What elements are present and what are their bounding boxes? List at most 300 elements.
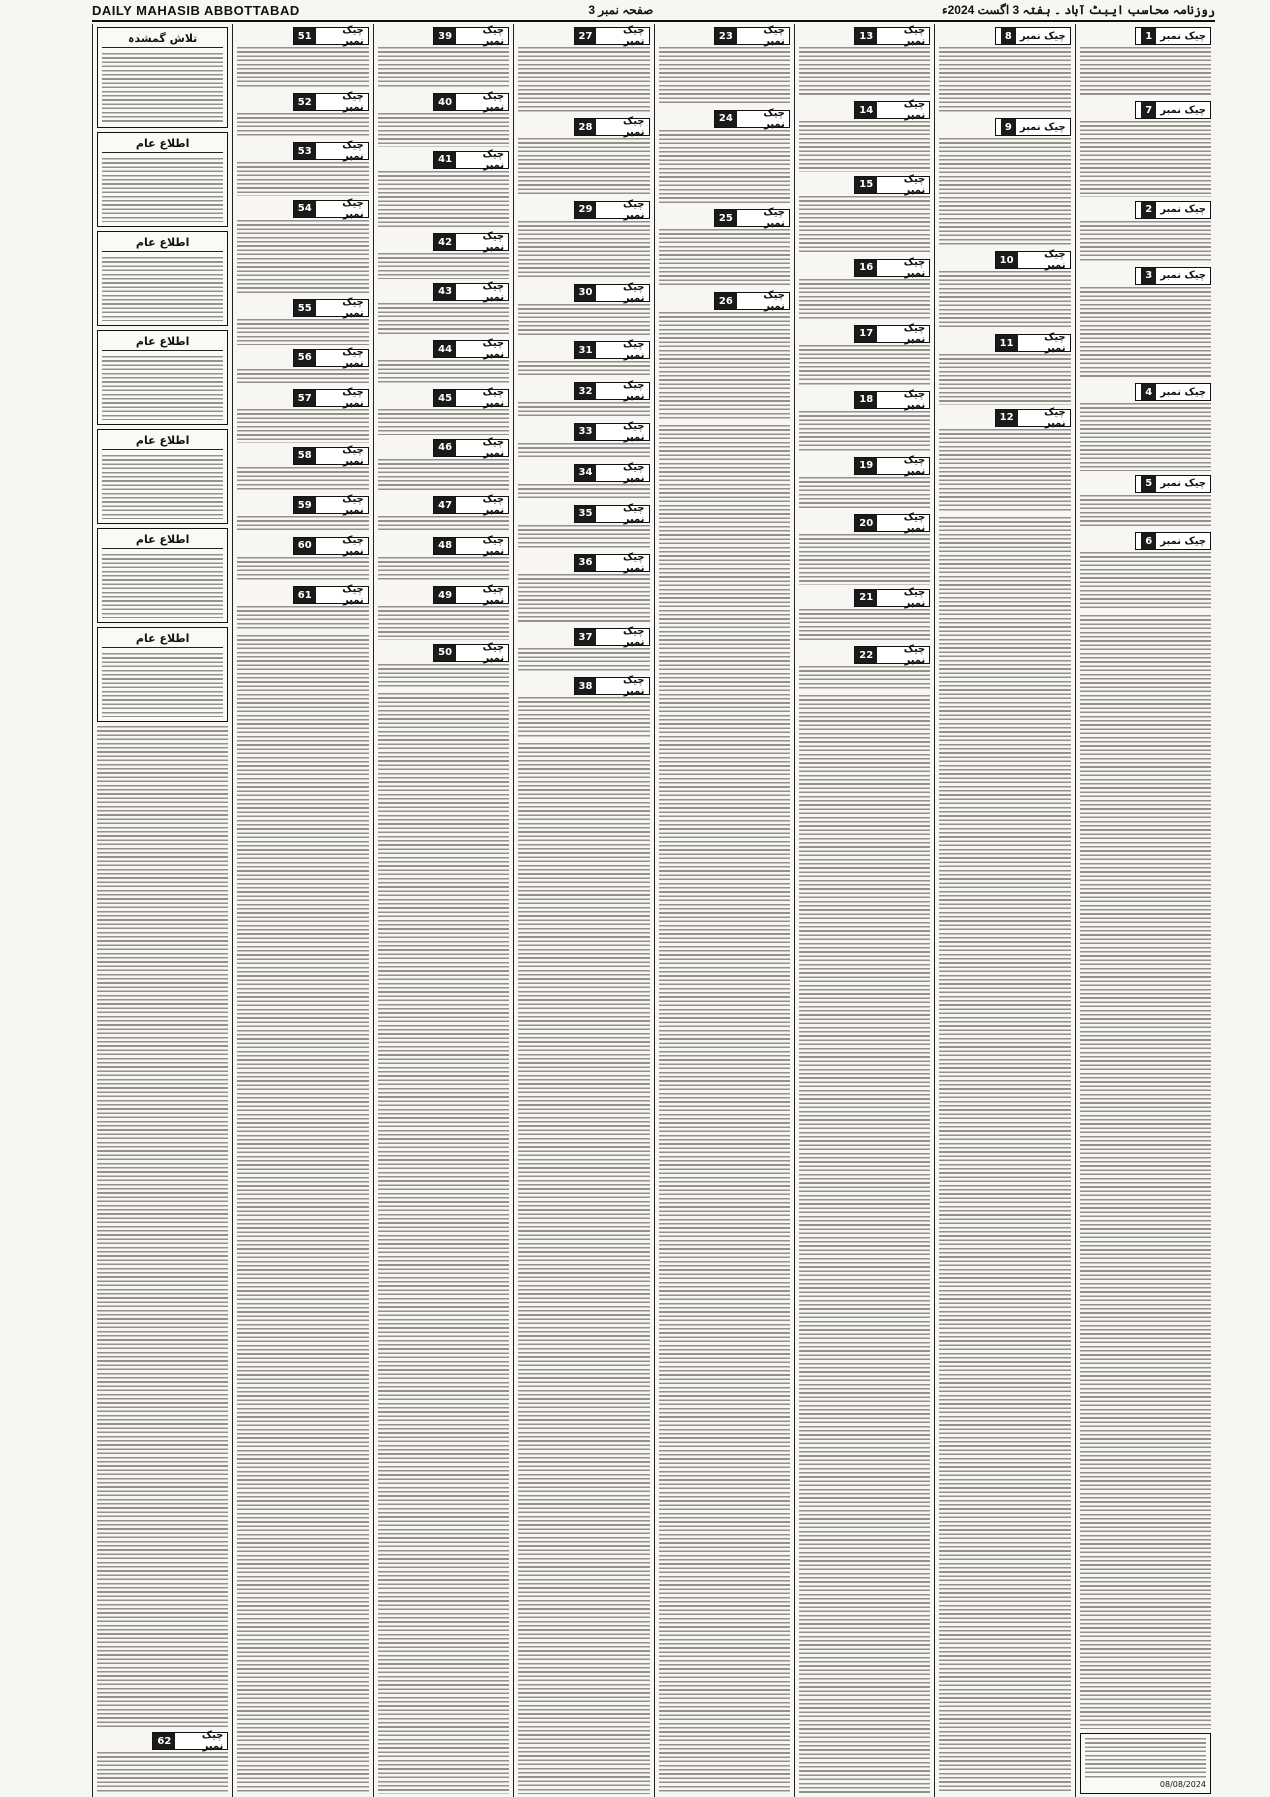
notice-item <box>659 27 790 106</box>
notice-item <box>518 27 649 114</box>
notice-body-text <box>518 221 649 280</box>
notice-header <box>293 27 369 45</box>
notice-label: چیک نمبر <box>342 346 364 369</box>
notice-label: چیک نمبر <box>903 256 926 279</box>
notice-item <box>518 677 649 739</box>
notice-header <box>574 27 650 45</box>
notice-item <box>378 148 509 230</box>
notice-item <box>237 142 368 196</box>
court-date-text: 08/08/2024 <box>1159 1780 1206 1789</box>
notice-item <box>378 93 509 147</box>
notice-body-text <box>237 220 368 296</box>
notice-header <box>293 584 369 607</box>
notice-label: چیک نمبر <box>1044 406 1066 429</box>
public-notice-text <box>102 257 223 321</box>
notice-number: 53 <box>294 143 316 159</box>
notice-label: چیک نمبر <box>1160 270 1206 282</box>
notice-body-text <box>378 664 509 689</box>
notice-item <box>799 514 930 584</box>
notice-body-text <box>659 312 790 421</box>
public-notice-box <box>97 231 228 326</box>
notice-header <box>995 332 1071 355</box>
notice-number: 38 <box>575 678 597 694</box>
notice-item <box>518 502 649 550</box>
notice-label: چیک نمبر <box>342 140 364 163</box>
notice-number: 47 <box>434 497 456 513</box>
notice-number: 56 <box>294 350 316 366</box>
public-notice-title: اطلاع عام <box>102 533 223 549</box>
notice-item <box>237 444 368 492</box>
notice-header <box>293 297 369 320</box>
notice-number: 14 <box>855 102 877 118</box>
notice-header <box>574 339 650 362</box>
notice-header <box>574 626 650 649</box>
notice-number: 40 <box>434 94 456 110</box>
notice-header <box>293 93 369 111</box>
notice-number: 18 <box>855 392 877 408</box>
notice-label: چیک نمبر <box>342 494 364 517</box>
notice-number: 26 <box>715 293 737 309</box>
notice-item <box>378 641 509 689</box>
column-4 <box>654 24 794 1797</box>
notice-body-text <box>1080 47 1211 97</box>
notice-label: چیک نمبر <box>622 675 645 698</box>
column-6 <box>373 24 513 1797</box>
notice-header <box>433 494 509 517</box>
notice-label: چیک نمبر <box>342 25 364 47</box>
notice-body-text <box>378 360 509 385</box>
notice-body-text <box>799 196 930 255</box>
notice-header <box>433 641 509 664</box>
notice-body-text <box>659 229 790 288</box>
column-3 <box>794 24 934 1797</box>
notice-label: چیک نمبر <box>482 584 505 607</box>
notice-body-text <box>799 609 930 643</box>
notice-number: 44 <box>434 341 456 357</box>
notice-number: 35 <box>575 506 597 522</box>
notice-header <box>574 116 650 139</box>
notice-item <box>237 346 368 386</box>
notice-body-text <box>518 402 649 419</box>
notice-number: 59 <box>294 497 316 513</box>
notice-number: 19 <box>855 458 877 474</box>
notice-item <box>518 198 649 280</box>
notice-item <box>939 118 1070 247</box>
notice-number: 58 <box>294 448 316 464</box>
notice-item <box>237 27 368 89</box>
notice-number: 20 <box>855 515 877 531</box>
notice-item <box>1080 201 1211 263</box>
notice-label: چیک نمبر <box>903 454 926 477</box>
notice-number: 43 <box>434 284 456 300</box>
notice-body-text <box>378 409 509 434</box>
notice-body-text <box>1080 121 1211 197</box>
notice-header <box>433 27 509 45</box>
notice-label: چیک نمبر <box>482 436 505 459</box>
notice-body-text <box>518 525 649 550</box>
column-5 <box>513 24 653 1797</box>
notice-label: چیک نمبر <box>342 297 364 320</box>
notice-item <box>378 340 509 385</box>
notice-item <box>799 322 930 387</box>
notice-header <box>995 406 1071 429</box>
notice-header <box>854 512 930 535</box>
court-notice-text <box>1085 1738 1206 1780</box>
notice-body-text <box>237 369 368 386</box>
notice-header <box>1135 475 1211 493</box>
notice-number: 17 <box>855 326 877 342</box>
notice-label: چیک نمبر <box>622 461 645 484</box>
notice-header <box>433 338 509 361</box>
notice-label: چیک نمبر <box>622 339 645 362</box>
notice-header <box>293 346 369 369</box>
public-notice-title: اطلاع عام <box>102 434 223 450</box>
notice-body-text <box>378 47 509 89</box>
notice-header <box>854 322 930 345</box>
notice-body-text <box>659 130 790 206</box>
notice-label: چیک نمبر <box>1019 30 1066 42</box>
column-continuation-text <box>939 517 1070 1794</box>
public-notice-text <box>102 653 223 717</box>
notice-body-text <box>518 648 649 673</box>
notice-number: 45 <box>434 390 456 406</box>
notice-body-text <box>518 484 649 501</box>
notice-number: 55 <box>294 300 316 316</box>
notice-body-text <box>799 279 930 321</box>
notice-label: چیک نمبر <box>1019 121 1066 133</box>
notice-item <box>799 27 930 97</box>
notice-body-text <box>799 121 930 171</box>
notice-body-text <box>518 138 649 197</box>
notice-number: 13 <box>855 28 877 44</box>
notice-body-text <box>799 47 930 97</box>
notice-header <box>1135 27 1211 45</box>
notice-number: 34 <box>575 465 597 481</box>
notice-body-text <box>799 534 930 584</box>
notice-number: 49 <box>434 587 456 603</box>
public-notices-column <box>92 24 232 1797</box>
notice-item <box>237 496 368 533</box>
notice-item <box>518 420 649 460</box>
notice-body-text <box>939 271 1070 330</box>
notice-item <box>659 107 790 206</box>
notice-header <box>854 454 930 477</box>
notice-number: 22 <box>855 647 877 663</box>
notice-number: 61 <box>294 587 316 603</box>
notice-label: چیک نمبر <box>903 512 926 535</box>
notice-number: 15 <box>855 177 877 193</box>
notice-body-text <box>799 345 930 387</box>
notice-number: 36 <box>575 555 597 571</box>
notice-label: چیک نمبر <box>903 99 926 122</box>
notice-item <box>1080 267 1211 379</box>
public-notice-box <box>97 330 228 425</box>
notice-item <box>799 586 930 643</box>
notice-item <box>378 389 509 434</box>
notice-number: 7 <box>1141 102 1156 118</box>
notice-item <box>799 256 930 321</box>
notice-number: 2 <box>1141 202 1156 218</box>
public-notice-text <box>102 53 223 123</box>
notice-body-text <box>378 557 509 582</box>
notice-header <box>293 494 369 517</box>
notice-item <box>1080 27 1211 97</box>
notice-number: 16 <box>855 260 877 276</box>
notice-item <box>518 461 649 501</box>
notice-label: چیک نمبر <box>763 25 785 47</box>
notice-header <box>152 1732 228 1750</box>
notice-number: 3 <box>1141 268 1156 284</box>
notice-body-text <box>237 319 368 344</box>
notice-body-text <box>1080 403 1211 470</box>
notice-body-text <box>939 354 1070 404</box>
notice-header <box>574 551 650 574</box>
notice-number: 28 <box>575 119 597 135</box>
notice-label: چیک نمبر <box>903 322 926 345</box>
notice-label: چیک نمبر <box>1160 386 1206 398</box>
public-notice-title: اطلاع عام <box>102 335 223 351</box>
notice-number: 60 <box>294 538 316 554</box>
notice-number: 12 <box>996 410 1018 426</box>
notice-item <box>799 454 930 511</box>
notice-label: چیک نمبر <box>763 107 785 130</box>
notice-label: چیک نمبر <box>1160 478 1206 490</box>
notice-label: چیک نمبر <box>903 173 926 196</box>
column-continuation-text <box>799 695 930 1794</box>
column-continuation-text <box>659 425 790 1794</box>
notice-item <box>237 197 368 296</box>
notice-header <box>574 420 650 443</box>
notice-header <box>293 534 369 557</box>
notice-number: 31 <box>575 342 597 358</box>
notice-header <box>854 586 930 609</box>
notice-label: چیک نمبر <box>342 584 364 607</box>
notice-number: 8 <box>1001 28 1016 44</box>
public-notice-box <box>97 27 228 128</box>
public-notice-text <box>102 554 223 618</box>
public-notice-box <box>97 627 228 722</box>
notice-item <box>378 233 509 278</box>
notice-item <box>518 281 649 338</box>
notice-body-text <box>1080 221 1211 263</box>
notice-label: چیک نمبر <box>482 387 505 410</box>
notice-header <box>1135 201 1211 219</box>
notice-item <box>939 251 1070 330</box>
notice-item <box>378 280 509 337</box>
notice-body-text <box>237 113 368 138</box>
notice-number: 27 <box>575 28 597 44</box>
notice-label: چیک نمبر <box>1044 249 1066 272</box>
notice-item <box>97 1732 228 1794</box>
notice-header <box>433 436 509 459</box>
column-continuation-text <box>97 726 228 1728</box>
notice-label: چیک نمبر <box>342 444 364 467</box>
notice-label: چیک نمبر <box>903 25 926 47</box>
notice-header <box>1135 267 1211 285</box>
notice-number: 30 <box>575 285 597 301</box>
notice-item <box>378 436 509 493</box>
notice-item <box>518 382 649 419</box>
notice-label: چیک نمبر <box>342 197 364 220</box>
notice-label: چیک نمبر <box>1160 104 1206 116</box>
notice-label: چیک نمبر <box>622 198 645 221</box>
notice-number: 62 <box>153 1733 175 1749</box>
notice-label: چیک نمبر <box>482 534 505 557</box>
notice-item <box>659 209 790 288</box>
notice-number: 39 <box>434 28 456 44</box>
notice-item <box>799 101 930 171</box>
public-notice-text <box>102 356 223 420</box>
notice-number: 54 <box>294 201 316 217</box>
notice-label: چیک نمبر <box>482 641 505 664</box>
notice-item <box>1080 475 1211 529</box>
notice-body-text <box>518 304 649 338</box>
notice-item <box>659 292 790 421</box>
page-number: صفحہ نمبر 3 <box>588 3 654 17</box>
notice-number: 33 <box>575 424 597 440</box>
notice-item <box>799 646 930 691</box>
notice-item <box>378 534 509 582</box>
notice-number: 52 <box>294 94 316 110</box>
notice-label: چیک نمبر <box>482 280 505 303</box>
notice-body-text <box>237 409 368 443</box>
notice-header <box>293 140 369 163</box>
notice-number: 10 <box>996 252 1018 268</box>
notice-item <box>799 173 930 255</box>
public-notice-title: تلاش گمشدہ <box>102 32 223 48</box>
notice-number: 46 <box>434 440 456 456</box>
notice-item <box>237 299 368 344</box>
notice-item <box>237 93 368 138</box>
public-notice-text <box>102 455 223 519</box>
notice-item <box>939 27 1070 114</box>
notice-label: چیک نمبر <box>1160 30 1206 42</box>
notice-header <box>714 27 790 45</box>
notice-number: 1 <box>1141 28 1156 44</box>
notice-header <box>714 107 790 130</box>
notice-body-text <box>378 303 509 337</box>
date-line: روزنامہ محاسب ایبٹ آباد ۔ ہفتہ 3 اگست 2024ء <box>941 3 1215 17</box>
notice-item <box>237 586 368 631</box>
notice-number: 4 <box>1141 384 1156 400</box>
notice-number: 24 <box>715 111 737 127</box>
notice-item <box>939 406 1070 513</box>
notice-header <box>854 27 930 45</box>
notice-body-text <box>237 47 368 89</box>
public-notice-box <box>97 429 228 524</box>
column-continuation-text <box>237 635 368 1794</box>
notice-label: چیک نمبر <box>622 420 645 443</box>
notice-label: چیک نمبر <box>622 116 645 139</box>
notice-body-text <box>939 47 1070 114</box>
notice-header <box>293 444 369 467</box>
notice-number: 42 <box>434 234 456 250</box>
notice-header <box>433 584 509 607</box>
notice-label: چیک نمبر <box>1160 204 1206 216</box>
notice-body-text <box>1080 287 1211 379</box>
notice-item <box>1080 532 1211 611</box>
notice-header <box>433 148 509 171</box>
notice-label: چیک نمبر <box>622 380 645 403</box>
notice-body-text <box>378 606 509 640</box>
notice-body-text <box>518 443 649 460</box>
column-1 <box>1075 24 1215 1797</box>
notice-item <box>518 118 649 197</box>
masthead <box>92 0 1215 22</box>
notice-header <box>714 207 790 230</box>
notice-item <box>518 551 649 624</box>
notice-item <box>518 628 649 673</box>
notice-header <box>1135 101 1211 119</box>
notice-item <box>799 388 930 453</box>
notice-label: چیک نمبر <box>622 626 645 649</box>
notice-number: 51 <box>294 28 316 44</box>
notice-number: 57 <box>294 390 316 406</box>
notice-body-text <box>97 1752 228 1794</box>
notice-label: چیک نمبر <box>201 1730 224 1752</box>
notice-label: چیک نمبر <box>622 281 645 304</box>
notice-number: 23 <box>715 28 737 44</box>
notice-header <box>293 197 369 220</box>
notice-item <box>518 341 649 378</box>
notice-header <box>574 461 650 484</box>
notice-number: 9 <box>1001 119 1016 135</box>
notice-header <box>854 388 930 411</box>
notice-item <box>1080 101 1211 197</box>
notice-header <box>574 281 650 304</box>
column-2 <box>934 24 1074 1797</box>
notice-label: چیک نمبر <box>342 387 364 410</box>
notice-label: چیک نمبر <box>482 148 505 171</box>
notice-item <box>1080 383 1211 470</box>
notice-header <box>854 99 930 122</box>
notice-item <box>378 586 509 640</box>
notice-body-text <box>378 113 509 147</box>
notice-header <box>433 534 509 557</box>
notice-body-text <box>237 606 368 631</box>
notice-header <box>433 231 509 254</box>
notice-item <box>378 496 509 533</box>
notice-number: 11 <box>996 335 1018 351</box>
court-notice-box <box>1080 1733 1211 1794</box>
notice-label: چیک نمبر <box>622 502 645 525</box>
column-continuation-text <box>1080 615 1211 1729</box>
notice-header <box>1135 532 1211 550</box>
public-notice-title: اطلاع عام <box>102 632 223 648</box>
notice-body-text <box>237 162 368 196</box>
notice-header <box>574 198 650 221</box>
notice-label: چیک نمبر <box>482 91 505 113</box>
notice-body-text <box>659 47 790 106</box>
notice-number: 21 <box>855 590 877 606</box>
notice-header <box>995 249 1071 272</box>
notice-label: چیک نمبر <box>903 388 926 411</box>
notice-body-text <box>518 361 649 378</box>
notice-label: چیک نمبر <box>482 338 505 361</box>
notice-label: چیک نمبر <box>622 551 645 574</box>
public-notice-title: اطلاع عام <box>102 137 223 153</box>
notice-header <box>574 380 650 403</box>
notice-body-text <box>378 459 509 493</box>
notice-body-text <box>518 47 649 114</box>
notice-body-text <box>799 666 930 691</box>
notice-header <box>574 675 650 698</box>
notice-label: چیک نمبر <box>763 207 785 230</box>
notice-number: 50 <box>434 645 456 661</box>
notice-label: چیک نمبر <box>482 494 505 517</box>
notice-number: 6 <box>1141 533 1156 549</box>
notice-number: 32 <box>575 383 597 399</box>
